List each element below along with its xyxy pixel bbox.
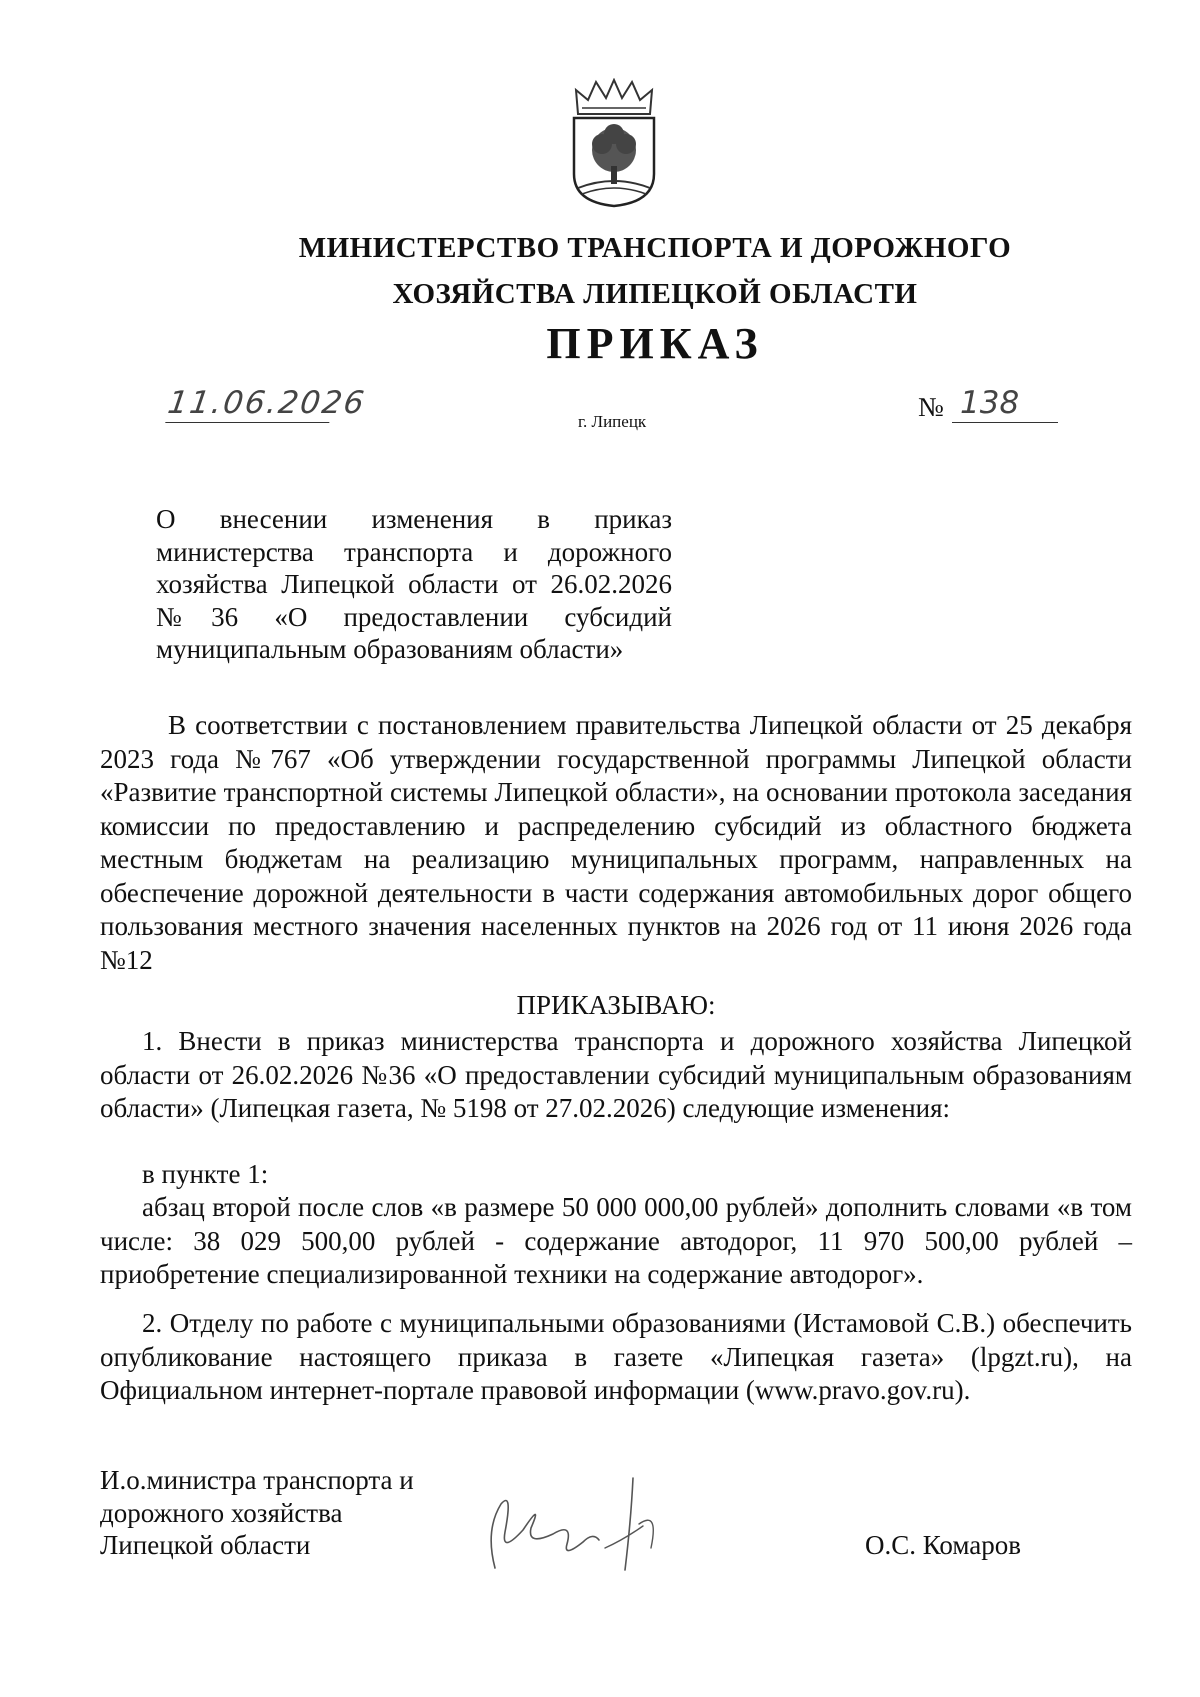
ministry-name-line-1: МИНИСТЕРСТВО ТРАНСПОРТА И ДОРОЖНОГО: [298, 232, 1012, 264]
order-subject: О внесении изменения в приказ министерства транспорта и дорожного хозяйства Липецкой области от 26.02.2026 №36 «О предоставлении субсидий муниципальным образованиям области»: [156, 504, 672, 664]
city-label: г. Липецк: [578, 412, 647, 431]
preamble-paragraph: В соответствии с постановлением правительства Липецкой области от 25 декабря 2023 года №767 «Об утверждении государственной программы Липецкой области «Развитие транспортной системы Липецкой области», на основании протокола заседания комиссии по предоставлению и распределению субсидий из областного бюджета местным бюджетам на реализацию муниципальных программ, направленных на обеспечение дорожной деятельности в части содержания автомобильных дорог общего пользования местного значения населенных пунктов на 2026 год от 11 июня 2026 года №12: [100, 710, 1132, 975]
item-2-paragraph: 2. Отделу по работе с муниципальными образованиями (Истамовой С.В.) обеспечить опубликование настоящего приказа в газете «Липецкая газета» (lpgzt.ru), на Официальном интернет-портале правовой информации (www.pravo.gov.ru).: [100, 1308, 1132, 1405]
signatory-title-line-1: И.о.министра транспорта и: [100, 1465, 414, 1495]
item-1-change-paragraph: абзац второй после слов «в размере 50 000 000,00 рублей» дополнить словами «в том числе: 38 029 500,00 рублей - содержание автодорог, 11 970 500,00 рублей – приобретение специализированной техники на содержание автодорог».: [100, 1192, 1132, 1289]
coat-of-arms-icon: [568, 78, 660, 208]
signatory-title-line-3: Липецкой области: [100, 1530, 311, 1560]
item-1-point: в пункте 1:: [142, 1159, 269, 1189]
signatory-title-line-2: дорожного хозяйства: [100, 1497, 343, 1528]
signer-name: О.С. Комаров: [865, 1530, 1022, 1560]
handwritten-date: 11.06.2026: [165, 385, 369, 421]
ministry-name-line-2: ХОЗЯЙСТВА ЛИПЕЦКОЙ ОБЛАСТИ: [392, 278, 918, 310]
item-1-paragraph: 1. Внести в приказ министерства транспорта и дорожного хозяйства Липецкой области от 26.02.2026 №36 «О предоставлении субсидий муниципальным образованиям области» (Липецкая газета, № 5198 от 27.02.2026) следующие изменения:: [100, 1026, 1132, 1123]
handwritten-order-number: 138: [952, 384, 1058, 423]
order-word: ПРИКАЗЫВАЮ:: [516, 990, 716, 1020]
signatory-title: [100, 1464, 414, 1562]
document-type-title: ПРИКАЗ: [546, 319, 764, 368]
number-sign: №: [918, 392, 944, 422]
signature-icon: [483, 1470, 683, 1580]
